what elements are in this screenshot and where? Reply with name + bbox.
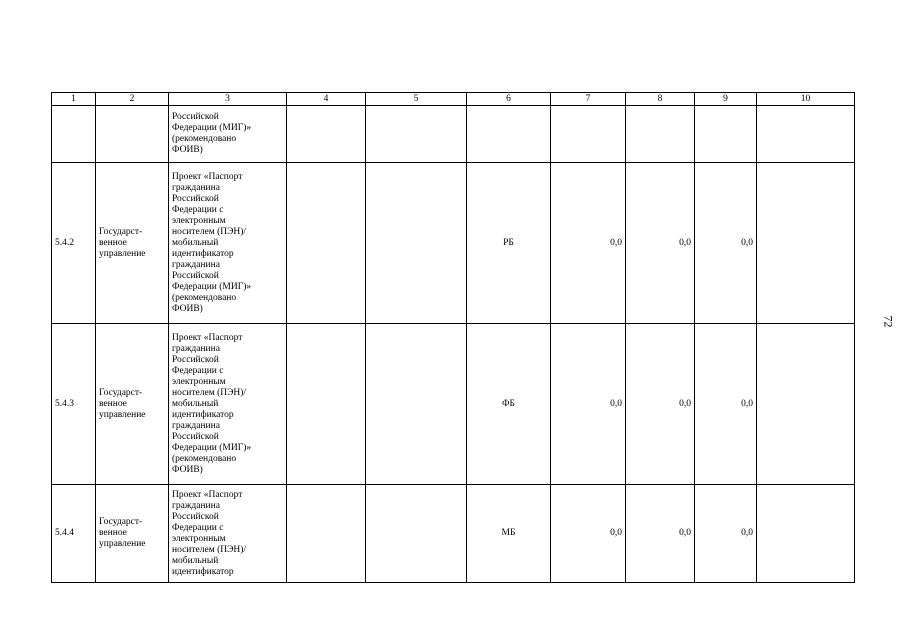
col-header-9: 9	[695, 93, 757, 106]
row-col10	[757, 163, 855, 324]
row-value-9: 0,0	[695, 163, 757, 324]
row-col10	[757, 324, 855, 485]
table-row	[52, 485, 855, 583]
col-header-8: 8	[626, 93, 695, 106]
row-value-8: 0,0	[626, 324, 695, 485]
row-description: Проект «Паспорт гражданина Российской Федерации с электронным носителем (ПЭН)/ мобильный идентификатор	[169, 485, 287, 583]
row-value-9: 0,0	[695, 485, 757, 583]
row-col5	[366, 106, 467, 163]
row-id: 5.4.2	[52, 163, 96, 324]
col-header-2: 2	[96, 93, 169, 106]
row-fund-source: РБ	[467, 163, 551, 324]
row-value-8: 0,0	[626, 485, 695, 583]
col-header-1: 1	[52, 93, 96, 106]
row-value-9	[695, 106, 757, 163]
col-header-6: 6	[467, 93, 551, 106]
budget-table	[51, 92, 855, 583]
row-sector: Государст- венное управление	[96, 163, 169, 324]
row-sector: Государст- венное управление	[96, 485, 169, 583]
table-row	[52, 163, 855, 324]
row-description: Проект «Паспорт гражданина Российской Федерации с электронным носителем (ПЭН)/ мобильный идентификатор гражданина Российской Федерации (МИГ)» (рекомендовано ФОИВ)	[169, 324, 287, 485]
row-value-7: 0,0	[551, 324, 626, 485]
row-col5	[366, 324, 467, 485]
row-value-7: 0,0	[551, 485, 626, 583]
row-sector: Государст- венное управление	[96, 324, 169, 485]
row-col4	[287, 485, 366, 583]
row-id: 5.4.4	[52, 485, 96, 583]
row-id	[52, 106, 96, 163]
col-header-7: 7	[551, 93, 626, 106]
table-row	[52, 106, 855, 163]
row-col10	[757, 106, 855, 163]
col-header-5: 5	[366, 93, 467, 106]
row-description: Российской Федерации (МИГ)» (рекомендовано ФОИВ)	[169, 106, 287, 163]
row-sector	[96, 106, 169, 163]
row-fund-source: ФБ	[467, 324, 551, 485]
row-col4	[287, 324, 366, 485]
row-col10	[757, 485, 855, 583]
row-col5	[366, 163, 467, 324]
col-header-4: 4	[287, 93, 366, 106]
row-value-7	[551, 106, 626, 163]
row-value-9: 0,0	[695, 324, 757, 485]
row-col4	[287, 106, 366, 163]
table-header-row	[52, 93, 855, 106]
col-header-3: 3	[169, 93, 287, 106]
row-fund-source	[467, 106, 551, 163]
row-value-7: 0,0	[551, 163, 626, 324]
row-fund-source: МБ	[467, 485, 551, 583]
row-id: 5.4.3	[52, 324, 96, 485]
row-col5	[366, 485, 467, 583]
page-number: 72	[881, 315, 896, 328]
row-value-8	[626, 106, 695, 163]
row-value-8: 0,0	[626, 163, 695, 324]
row-description: Проект «Паспорт гражданина Российской Федерации с электронным носителем (ПЭН)/ мобильный идентификатор гражданина Российской Федерации (МИГ)» (рекомендовано ФОИВ)	[169, 163, 287, 324]
row-col4	[287, 163, 366, 324]
col-header-10: 10	[757, 93, 855, 106]
table-row	[52, 324, 855, 485]
